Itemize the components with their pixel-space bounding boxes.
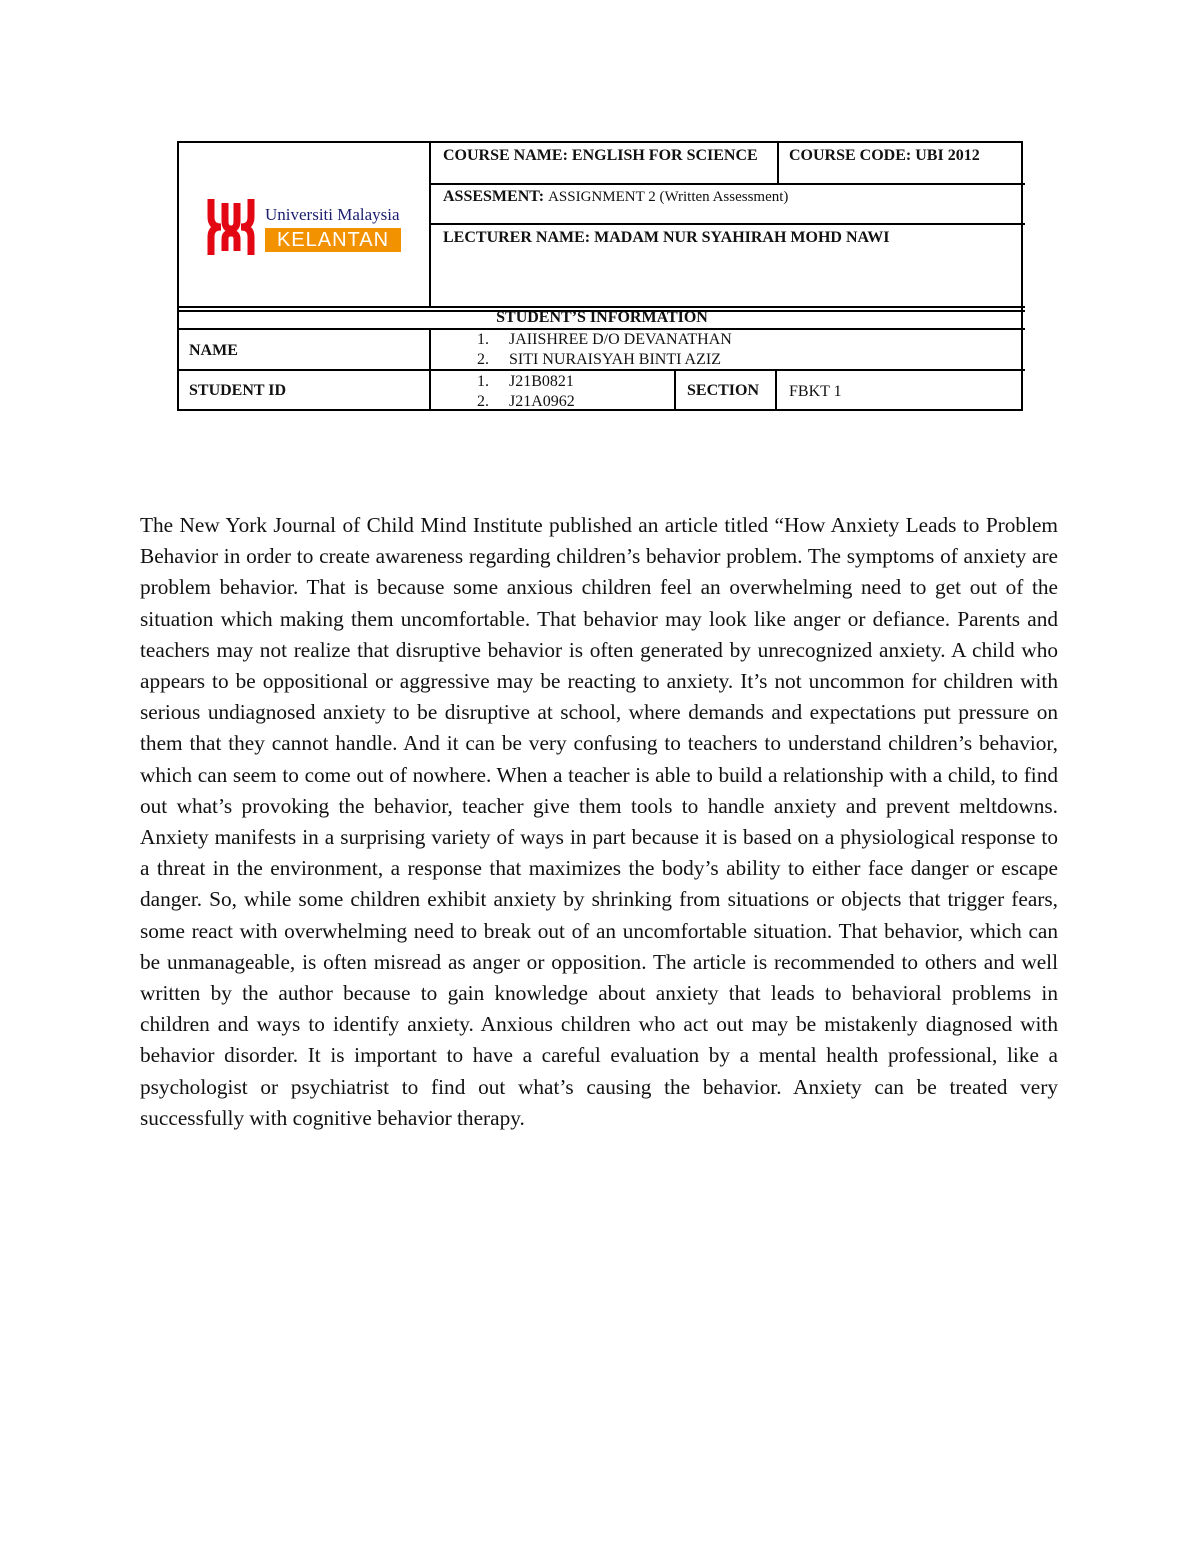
assessment-value: ASSIGNMENT 2 (Written Assessment) (548, 189, 789, 205)
student-id-label: STUDENT ID (189, 382, 287, 399)
name-label: NAME (189, 342, 238, 359)
divider (674, 369, 676, 411)
course-name: COURSE NAME: ENGLISH FOR SCIENCE (443, 147, 758, 164)
divider (775, 369, 777, 411)
student-id-2: J21A0962 (509, 393, 575, 410)
lecturer-name: LECTURER NAME: MADAM NUR SYAHIRAH MOHD NAWI (443, 229, 890, 246)
assessment-label: ASSESMENT: (443, 188, 545, 205)
student-name-1: JAIISHREE D/O DEVANATHAN (509, 331, 732, 348)
assessment-row (443, 186, 1013, 208)
section-value: FBKT 1 (789, 383, 842, 400)
logo-campus-name: KELANTAN (265, 228, 401, 252)
names-list: 1. JAIISHREE D/O DEVANATHAN 2. SITI NURAISYAH BINTI AZIZ (477, 331, 732, 368)
divider (429, 183, 1025, 185)
student-id-1: J21B0821 (509, 373, 574, 390)
student-name-2: SITI NURAISYAH BINTI AZIZ (509, 351, 721, 368)
divider (429, 143, 431, 308)
body-paragraph: The New York Journal of Child Mind Institute published an article titled “How Anxiety Leads to Problem Behavior in order to create awareness regarding children’s behavior problem. The symptoms of anxiety are problem behavior. That is because some anxious children feel an overwhelming need to get out of the situation which making them uncomfortable. That behavior may look like anger or defiance. Parents and teachers may not realize that disruptive behavior is often generated by unrecognized anxiety. A child who appears to be oppositional or aggressive may be reacting to anxiety. It’s not uncommon for children with serious undiagnosed anxiety to be disruptive at school, where demands and expectations put pressure on them that they cannot handle. And it can be very confusing to teachers to understand children’s behavior, which can seem to come out of nowhere. When a teacher is able to build a relationship with a child, to find out what’s provoking the behavior, teacher give them tools to handle anxiety and prevent meltdowns. Anxiety manifests in a surprising variety of ways in part because it is based on a physiological response to a threat in the environment, a response that maximizes the body’s ability to either face danger or escape danger. So, while some children exhibit anxiety by shrinking from situations or objects that trigger fears, some react with overwhelming need to break out of an uncomfortable situation. That behavior, which can be unmanageable, is often misread as anger or opposition. The article is recommended to others and well written by the author because to gain knowledge about anxiety that leads to behavioral problems in children and ways to identify anxiety. Anxious children who act out may be mistakenly diagnosed with behavior disorder. It is important to have a careful evaluation by a mental health professional, like a psychologist or psychiatrist to find out what’s causing the behavior. Anxiety can be treated very successfully with cognitive behavior therapy. (140, 513, 1058, 1130)
divider (429, 223, 1025, 225)
section-label: SECTION (687, 382, 760, 399)
course-code: COURSE CODE: UBI 2012 (789, 147, 980, 164)
logo-university-name: Universiti Malaysia (265, 205, 400, 224)
ids-list: 1. J21B0821 2. J21A0962 (477, 373, 575, 410)
header-table (177, 141, 1023, 411)
umk-emblem-icon (205, 195, 257, 259)
student-info-title: STUDENT’S INFORMATION (496, 309, 708, 326)
divider (777, 143, 779, 185)
university-logo (205, 195, 405, 259)
